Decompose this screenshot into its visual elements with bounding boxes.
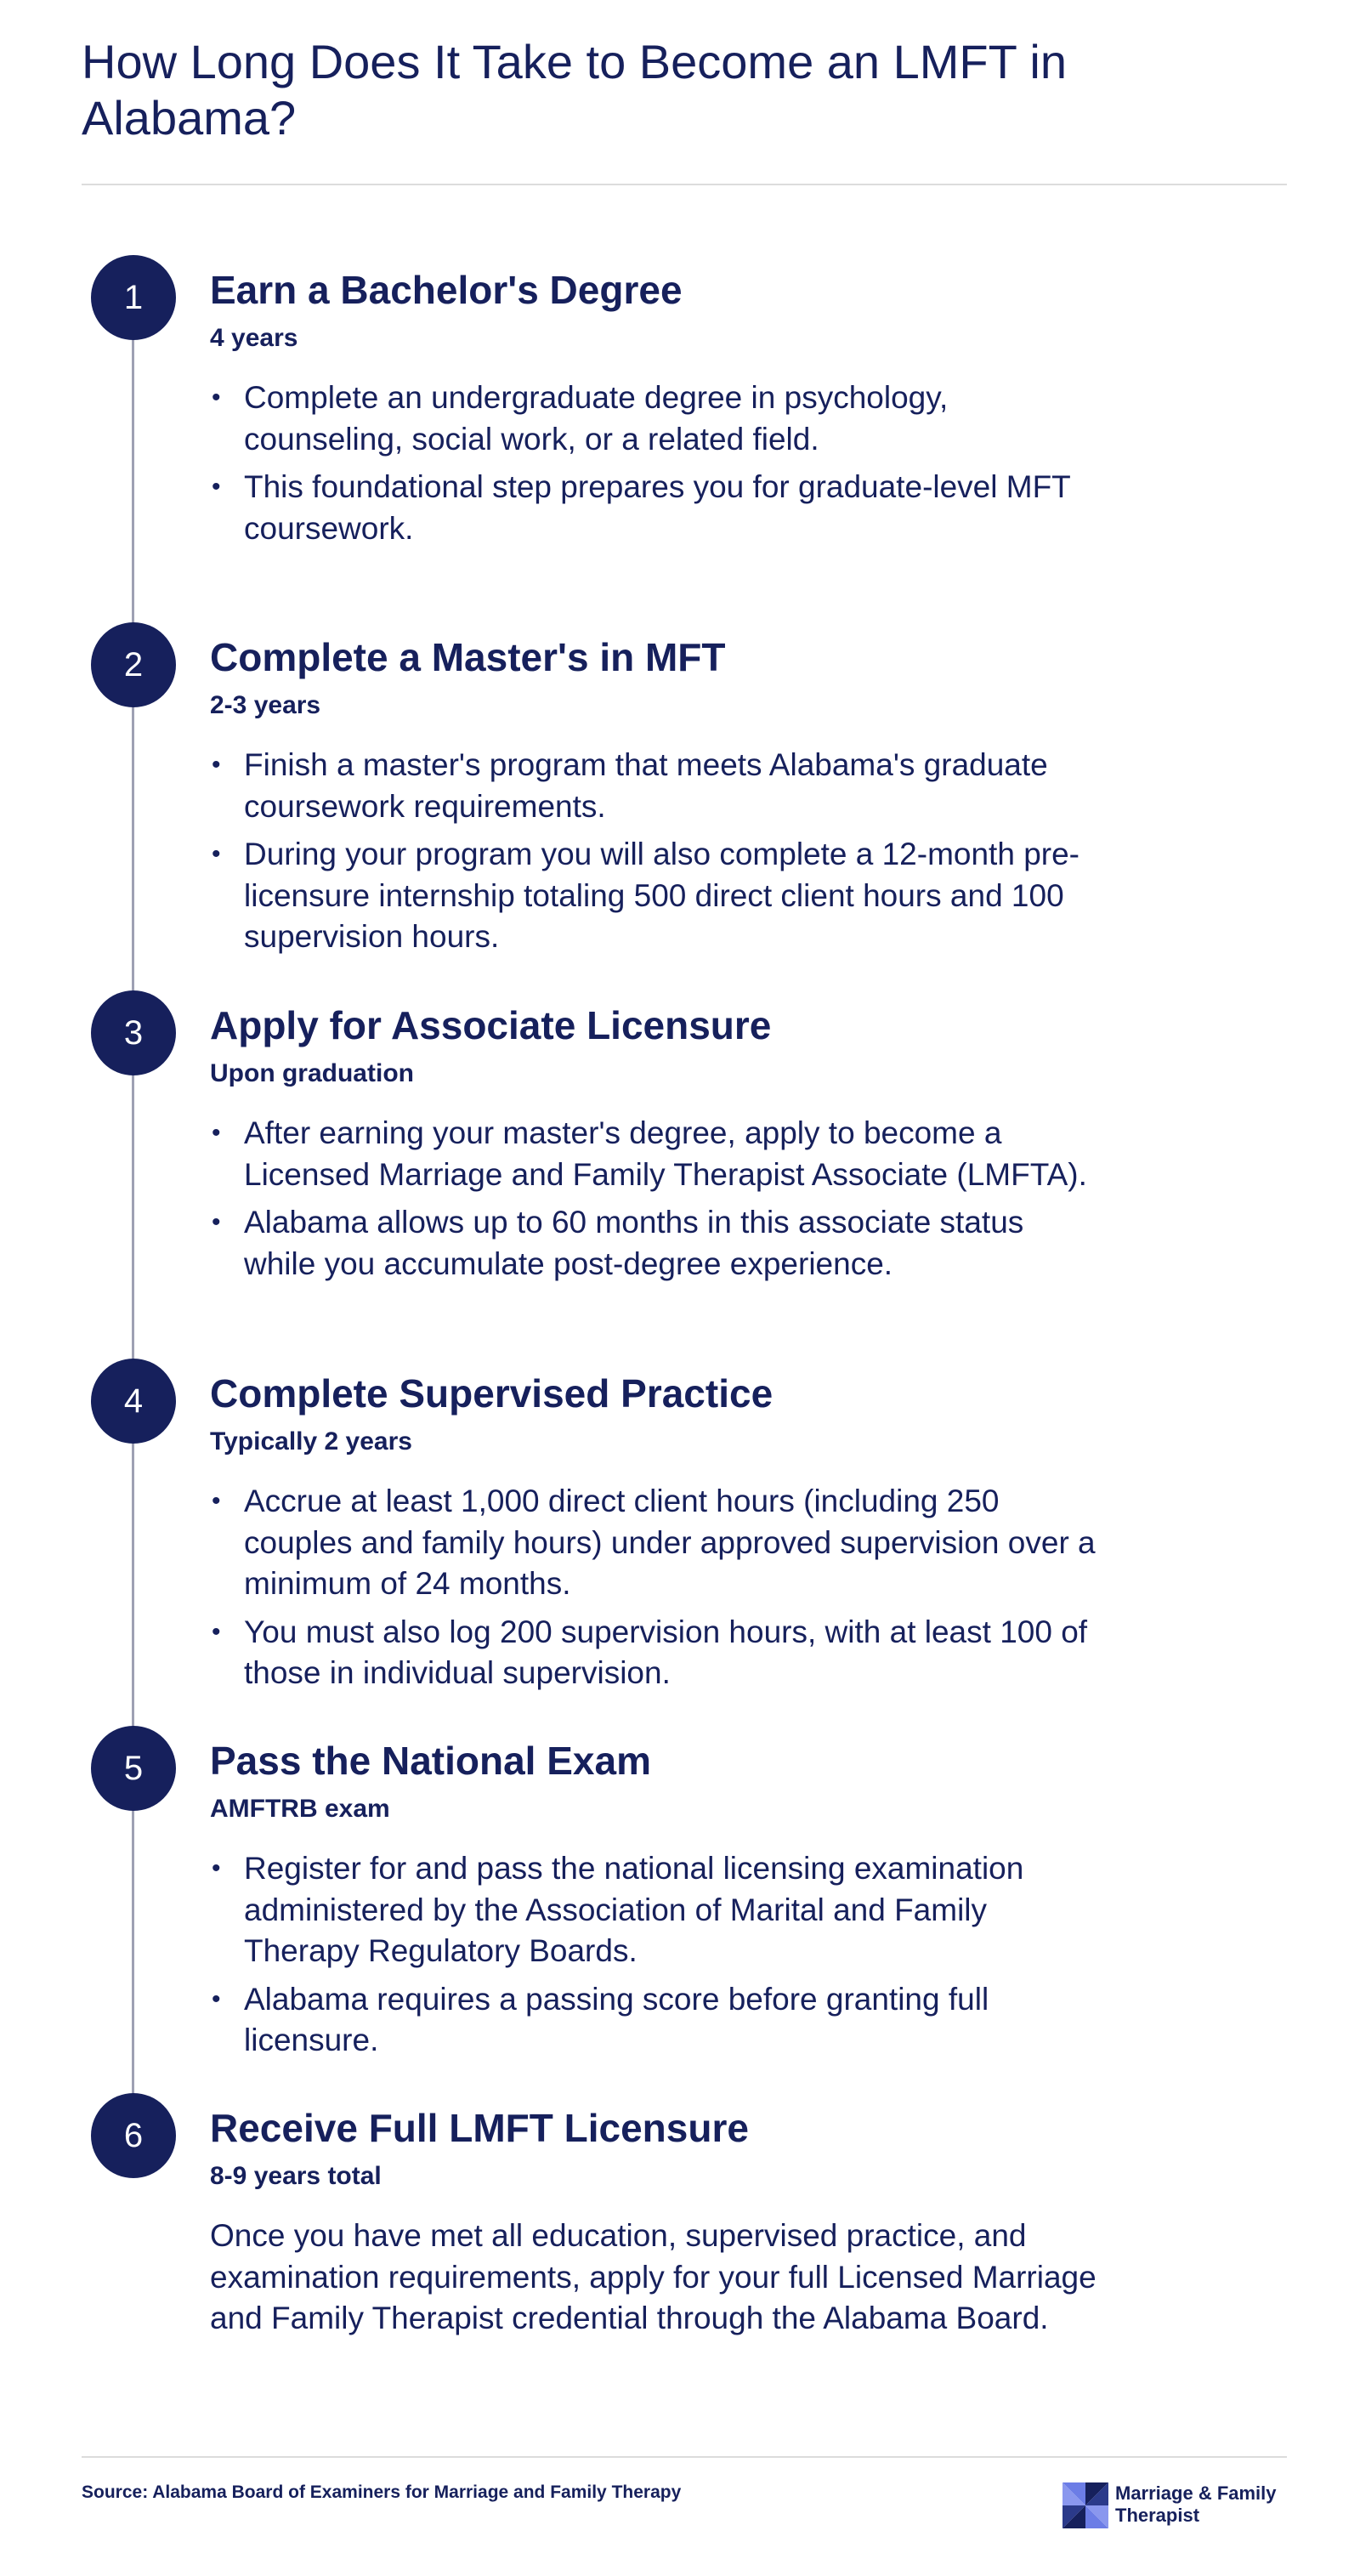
bullet-text: You must also log 200 supervision hours, with at least 100 of those in individual supervision.	[244, 1614, 1088, 1690]
step-title: Earn a Bachelor's Degree	[210, 268, 683, 312]
step-title: Pass the National Exam	[210, 1739, 651, 1783]
step-number-badge: 5	[91, 1726, 176, 1811]
step-content	[210, 1002, 1102, 1291]
bullet-dot-icon: •	[212, 1617, 221, 1646]
step-bullet-list	[210, 1848, 1102, 2062]
step-duration: AMFTRB exam	[210, 1795, 390, 1823]
step-number-badge: 6	[91, 2093, 176, 2178]
bullet-dot-icon: •	[212, 1984, 221, 2013]
bullet-text: After earning your master's degree, apply to become a Licensed Marriage and Family Therapist Associate (LMFTA).	[244, 1115, 1087, 1192]
bullet-item	[210, 1979, 1102, 2062]
bullet-item	[210, 745, 1102, 827]
step-title: Receive Full LMFT Licensure	[210, 2106, 749, 2150]
brand-name-line-1: Marriage & Family	[1115, 2482, 1277, 2504]
step-title: Complete Supervised Practice	[210, 1371, 774, 1416]
bullet-dot-icon: •	[212, 383, 221, 411]
step-bullet-list	[210, 1113, 1102, 1285]
step-number-badge: 1	[91, 255, 176, 340]
step-bullet-list	[210, 745, 1102, 958]
bullet-text: Complete an undergraduate degree in psychology, counseling, social work, or a related field.	[244, 380, 949, 457]
brand-name-line-2: Therapist	[1115, 2505, 1200, 2526]
bullet-item	[210, 1481, 1102, 1605]
step-duration: 8-9 years total	[210, 2162, 382, 2190]
step-number-badge: 2	[91, 622, 176, 707]
step-number-badge: 3	[91, 990, 176, 1075]
step-content	[210, 1370, 1102, 1701]
step-content	[210, 634, 1102, 965]
bullet-text: Accrue at least 1,000 direct client hours (including 250 couples and family hours) under approved supervision over a minimum of 24 months.	[244, 1484, 1096, 1601]
step-duration: Upon graduation	[210, 1059, 414, 1087]
bullet-item	[210, 1202, 1102, 1285]
bullet-text: Alabama requires a passing score before granting full licensure.	[244, 1981, 989, 2057]
bullet-dot-icon: •	[212, 1487, 221, 1515]
bullet-item	[210, 377, 1102, 460]
bullet-dot-icon: •	[212, 1119, 221, 1147]
brand-logo-icon	[1062, 2482, 1108, 2528]
timeline-line	[132, 306, 134, 2138]
page-title: How Long Does It Take to Become an LMFT in Alabama?	[82, 35, 1067, 145]
bullet-item	[210, 1848, 1102, 1972]
bullet-item	[210, 834, 1102, 958]
step-bullet-list	[210, 377, 1102, 549]
source-note: Source: Alabama Board of Examiners for Marriage and Family Therapy	[82, 2482, 682, 2502]
bullet-text: This foundational step prepares you for graduate-level MFT coursework.	[244, 469, 1071, 546]
bullet-dot-icon: •	[212, 840, 221, 868]
brand-name	[1115, 2482, 1277, 2527]
bullet-item	[210, 1113, 1102, 1195]
bullet-text: Alabama allows up to 60 months in this associate status while you accumulate post-degree experience.	[244, 1205, 1024, 1281]
step-duration: Typically 2 years	[210, 1427, 412, 1455]
header-divider	[82, 184, 1287, 185]
bullet-dot-icon: •	[212, 1208, 221, 1236]
brand-logo	[1062, 2481, 1292, 2532]
step-content	[210, 1738, 1102, 2068]
bullet-item	[210, 467, 1102, 549]
step-duration: 2-3 years	[210, 691, 321, 719]
step-bullet-list	[210, 1481, 1102, 1694]
bullet-text: Finish a master's program that meets Alabama's graduate coursework requirements.	[244, 747, 1048, 824]
step-title: Apply for Associate Licensure	[210, 1003, 772, 1047]
step-paragraph: Once you have met all education, supervised practice, and examination requirements, apply for your full Licensed Marriage and Family Therapist credential through the Alabama Board.	[210, 2218, 1096, 2335]
bullet-dot-icon: •	[212, 751, 221, 779]
bullet-dot-icon: •	[212, 473, 221, 501]
footer-divider	[82, 2456, 1287, 2458]
step-number-badge: 4	[91, 1359, 176, 1444]
step-title: Complete a Master's in MFT	[210, 635, 726, 679]
bullet-item	[210, 1612, 1102, 1694]
bullet-dot-icon: •	[212, 1854, 221, 1882]
step-content	[210, 2105, 1102, 2340]
bullet-text: Register for and pass the national licensing examination administered by the Association of Marital and Family Therapy Regulatory Boards.	[244, 1851, 1024, 1968]
step-duration: 4 years	[210, 324, 298, 352]
bullet-text: During your program you will also complete a 12-month pre-licensure internship totaling 500 direct client hours and 100 supervision hours.	[244, 837, 1080, 954]
step-content	[210, 267, 1102, 556]
